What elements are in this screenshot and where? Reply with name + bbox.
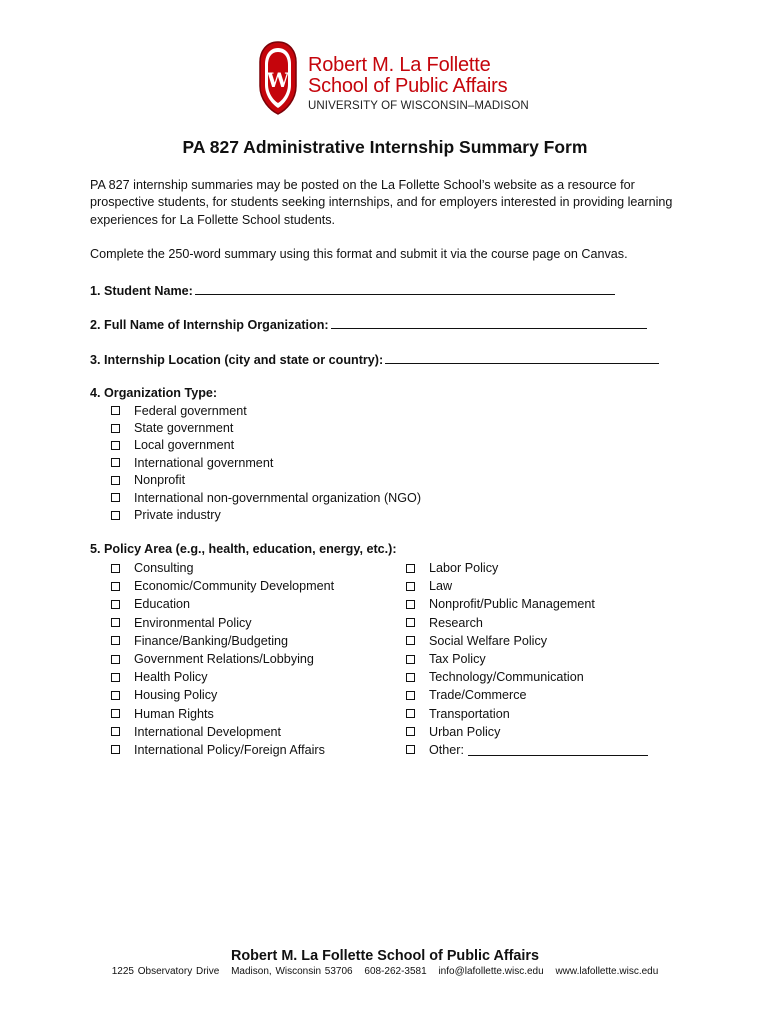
list-item[interactable] [406, 559, 648, 577]
checkbox[interactable] [111, 424, 120, 433]
footer-phone: 608-262-3581 [364, 966, 427, 977]
checkbox[interactable] [406, 727, 415, 736]
checkbox[interactable] [406, 618, 415, 627]
footer-contact [0, 965, 770, 979]
list-item[interactable] [111, 705, 334, 723]
location-input[interactable] [385, 351, 659, 364]
list-item[interactable] [406, 741, 648, 759]
list-item[interactable] [111, 454, 421, 471]
policy-area-heading: 5. Policy Area (e.g., health, education, energy, etc.): [90, 542, 397, 556]
checkbox[interactable] [111, 600, 120, 609]
option-label: Transportation [429, 706, 510, 721]
school-name-line-1: Robert M. La Follette [308, 54, 491, 76]
option-label: Finance/Banking/Budgeting [134, 633, 289, 648]
student-name-label: 1. Student Name: [90, 284, 193, 298]
list-item[interactable] [111, 741, 334, 759]
option-label: Nonprofit [134, 473, 186, 488]
option-label: Research [429, 615, 483, 630]
organization-name-field [90, 316, 647, 334]
option-label: Trade/Commerce [429, 688, 527, 703]
footer-website[interactable]: www.lafollette.wisc.edu [555, 966, 659, 977]
list-item[interactable] [111, 559, 334, 577]
option-label: Health Policy [134, 670, 208, 685]
list-item[interactable] [406, 632, 648, 650]
option-label: State government [134, 421, 234, 436]
option-label: Labor Policy [429, 561, 499, 576]
checkbox[interactable] [406, 709, 415, 718]
student-name-input[interactable] [195, 282, 615, 295]
policy-area-list-left [111, 559, 334, 759]
list-item[interactable] [111, 419, 421, 436]
option-label: Local government [134, 438, 235, 453]
list-item[interactable] [111, 650, 334, 668]
list-item[interactable] [406, 705, 648, 723]
checkbox[interactable] [111, 745, 120, 754]
university-name: UNIVERSITY OF WISCONSIN–MADISON [308, 100, 529, 112]
checkbox[interactable] [111, 709, 120, 718]
option-label: Environmental Policy [134, 615, 252, 630]
checkbox[interactable] [406, 564, 415, 573]
checkbox[interactable] [111, 406, 120, 415]
footer-title: Robert M. La Follette School of Public Affairs [230, 948, 540, 964]
checkbox[interactable] [406, 600, 415, 609]
school-logo [252, 40, 552, 116]
list-item[interactable] [406, 668, 648, 686]
checkbox[interactable] [111, 691, 120, 700]
checkbox[interactable] [406, 582, 415, 591]
page-title: PA 827 Administrative Internship Summary Form [182, 137, 588, 157]
option-label: Tax Policy [429, 652, 486, 667]
list-item[interactable] [111, 472, 421, 489]
location-label: 3. Internship Location (city and state or country): [90, 353, 384, 367]
location-field [90, 351, 659, 369]
organization-name-label: 2. Full Name of Internship Organization: [90, 318, 329, 332]
list-item[interactable] [111, 614, 334, 632]
list-item[interactable] [111, 668, 334, 686]
footer-address: 1225 Observatory Drive [111, 966, 220, 977]
option-label: International Development [134, 724, 282, 739]
list-item[interactable] [111, 632, 334, 650]
organization-type-list [111, 402, 421, 524]
checkbox[interactable] [406, 691, 415, 700]
checkbox[interactable] [111, 441, 120, 450]
organization-name-input[interactable] [331, 316, 647, 329]
list-item[interactable] [406, 614, 648, 632]
option-label: Consulting [134, 561, 194, 576]
checkbox[interactable] [111, 727, 120, 736]
uw-crest-icon [252, 40, 304, 116]
checkbox[interactable] [111, 673, 120, 682]
footer-email[interactable]: info@lafollette.wisc.edu [438, 966, 544, 977]
checkbox[interactable] [406, 655, 415, 664]
list-item[interactable] [406, 595, 648, 613]
policy-area-list-right [406, 559, 648, 759]
option-label: Education [134, 597, 191, 612]
option-label: Nonprofit/Public Management [429, 597, 595, 612]
checkbox[interactable] [111, 636, 120, 645]
option-label: International government [134, 455, 274, 470]
checkbox[interactable] [111, 458, 120, 467]
instructions-paragraph: Complete the 250-word summary using this format and submit it via the course page on Canvas. [90, 247, 628, 261]
option-label: Economic/Community Development [134, 579, 335, 594]
list-item[interactable] [111, 506, 421, 523]
list-item[interactable] [111, 489, 421, 506]
option-label: Human Rights [134, 706, 214, 721]
intro-paragraph: PA 827 internship summaries may be posted on the La Follette School’s website as a resource for prospective students, for students seeking internships, and for employers interested in providing learning experiences for La Follette School students. [90, 178, 673, 227]
checkbox[interactable] [111, 511, 120, 520]
crest-letter: W [266, 68, 290, 92]
option-label: Government Relations/Lobbying [134, 652, 314, 667]
list-item[interactable] [406, 686, 648, 704]
list-item[interactable] [111, 402, 421, 419]
option-label: Urban Policy [429, 724, 501, 739]
list-item[interactable] [111, 686, 334, 704]
list-item[interactable] [111, 437, 421, 454]
checkbox[interactable] [406, 636, 415, 645]
list-item[interactable] [406, 577, 648, 595]
checkbox[interactable] [111, 655, 120, 664]
option-label: Private industry [134, 508, 221, 523]
list-item[interactable] [406, 650, 648, 668]
option-label: Social Welfare Policy [429, 633, 548, 648]
checkbox[interactable] [111, 564, 120, 573]
school-name-line-2: School of Public Affairs [308, 75, 508, 97]
option-label: International non-governmental organization (NGO) [134, 490, 422, 505]
option-label: Housing Policy [134, 688, 218, 703]
option-label: Other: [429, 742, 464, 757]
other-input[interactable] [468, 743, 648, 756]
checkbox[interactable] [111, 582, 120, 591]
option-label: Federal government [134, 403, 247, 418]
list-item[interactable] [111, 577, 334, 595]
option-label: International Policy/Foreign Affairs [134, 742, 325, 757]
student-name-field [90, 282, 615, 300]
footer-city: Madison, Wisconsin 53706 [231, 966, 353, 977]
checkbox[interactable] [111, 493, 120, 502]
checkbox[interactable] [111, 476, 120, 485]
list-item[interactable] [406, 723, 648, 741]
organization-type-heading: 4. Organization Type: [90, 386, 218, 400]
list-item[interactable] [111, 723, 334, 741]
checkbox[interactable] [406, 745, 415, 754]
option-label: Technology/Communication [429, 670, 584, 685]
option-label: Law [429, 579, 453, 594]
checkbox[interactable] [111, 618, 120, 627]
checkbox[interactable] [406, 673, 415, 682]
list-item[interactable] [111, 595, 334, 613]
